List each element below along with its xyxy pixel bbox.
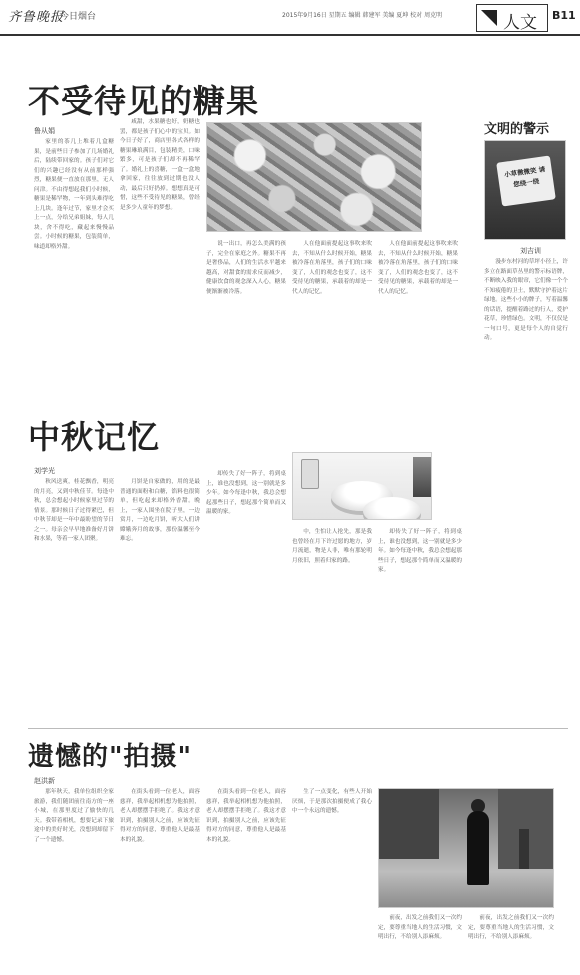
article3-col1-text: 那年秋天，我单位组织全家旅游，我们随团前往南方的一座小城，在那里度过了愉快的几天。我带着相机，想要记录下旅途中的美好时光，没想到却留下了一个遗憾。 bbox=[34, 789, 114, 843]
person-shape bbox=[467, 811, 489, 885]
page-header bbox=[0, 0, 580, 36]
article1-col2-text: 咸甜，水果糖也好，奶糖也罢，都是孩子们心中的宝贝。如今日子好了，商店里各式各样的糖果琳琅满目，包装精美，口味繁多，可是孩子们却不再稀罕了。婚礼上的喜糖，一盒一盒地拿回家，往往放到过期也没人动，最后只好扔掉。想想真是可惜，这些不受待见的糖果，曾经是多少人童年的梦想。 bbox=[120, 119, 200, 211]
article2-byline: 刘学光 bbox=[34, 467, 55, 475]
article3-col3-text: 在街头看到一位老人，面容慈祥，我举起相机想为他拍照，老人却摆摆手拒绝了。我这才意识到，拍摄别人之前，应该先征得对方的同意，尊重他人是最基本的礼貌。 bbox=[206, 789, 286, 843]
mooncake-photo bbox=[292, 452, 432, 520]
newspaper-logo: 齐鲁晚报 bbox=[8, 10, 65, 25]
header-meta: 2015年9月16日 星期五 编辑 韩建军 美编 夏坤 校对 周克明 bbox=[282, 12, 443, 19]
section-title: 人文 bbox=[503, 13, 537, 33]
article2-col1 bbox=[34, 478, 114, 718]
article3-col4 bbox=[292, 788, 372, 968]
article2-col1-text: 秋风送爽，桂花飘香，明亮的月亮，又到中秋佳节。每逢中秋，总会想起小时候家里过节的情景。那时候日子过得紧巴，但中秋节却是一年中最盼望的节日之一。母亲会早早地准备好月饼和水果，等着一家人团聚。 bbox=[34, 479, 114, 542]
article2-col4-text: 中，生怕让人抢先，那是我也曾经在月下许过愿的地方，岁月流逝，物是人非，唯有那轮明月依旧，照着归家的路。 bbox=[292, 529, 372, 564]
article2-col2 bbox=[120, 478, 200, 718]
sidebar-byline: 刘吉训 bbox=[520, 247, 541, 255]
sign-board: 小草微微笑 请您绕一绕 bbox=[496, 155, 556, 206]
sidebar-text bbox=[484, 258, 568, 728]
article3-byline: 赵洪新 bbox=[34, 777, 55, 785]
bottle-shape bbox=[413, 457, 432, 497]
article2-title: 中秋记忆 bbox=[28, 418, 161, 456]
article3-col6-text: 前夜，出发之前我们又一次约定，要尊重当地人的生活习惯，文明出行，不给别人添麻烦。 bbox=[468, 915, 554, 940]
article3-col3 bbox=[206, 788, 286, 968]
article3-col4-text: 生了一点变化，有些人开始厌烦，于是那次拍摄便成了我心中一个永远的遗憾。 bbox=[292, 789, 372, 814]
article2-col5-text: 却传失了好一阵子，将到桌上，谁也没想到，这一别就是多少年。如今每逢中秋，我总会想起那些日子，想起那个简单而又温暖的家。 bbox=[378, 529, 462, 573]
article1-col4 bbox=[292, 240, 372, 400]
article3-col1 bbox=[34, 788, 114, 968]
page-number: B11 bbox=[552, 9, 576, 22]
article2-col4 bbox=[292, 528, 372, 718]
divider bbox=[28, 728, 568, 729]
edition-name: 今日烟台 bbox=[60, 12, 97, 22]
article1-byline: 鲁从娟 bbox=[34, 127, 55, 135]
mooncake-shape-2 bbox=[363, 497, 421, 520]
street-photo bbox=[378, 788, 554, 908]
article1-col5 bbox=[378, 240, 458, 400]
passerby-shape bbox=[519, 829, 529, 869]
article1-col4-text: 人在他面前提起这事吹来吹去，不知从什么时候开始，糖果被冷落在角落里，孩子们的口味变了，人们的观念也变了，这不受待见的糖果，承载着的却是一代人的记忆。 bbox=[292, 241, 372, 295]
article1-col2 bbox=[120, 118, 200, 398]
candy-photo bbox=[206, 122, 422, 232]
article3-col2-text: 在街头看到一位老人，面容慈祥，我举起相机想为他拍照，老人却摆摆手拒绝了。我这才意识到，拍摄别人之前，应该先征得对方的同意，尊重他人是最基本的礼貌。 bbox=[120, 789, 200, 843]
article1-title: 不受待见的糖果 bbox=[28, 82, 260, 120]
article2-col3-text: 却传失了好一阵子，将到桌上，谁也没想到，这一别就是多少年。如今每逢中秋，我总会想起那些日子，想起那个简单而又温暖的家。 bbox=[206, 471, 286, 515]
sign-photo bbox=[484, 140, 566, 240]
cup-shape bbox=[301, 459, 319, 489]
sidebar-title: 文明的警示 bbox=[484, 122, 550, 137]
section-box bbox=[476, 4, 548, 32]
article2-col2-text: 月饼是自家做的，用的是最普通的面粉和白糖，馅料也很简单，但吃起来却格外香甜。晚上，一家人围坐在院子里，一边赏月，一边吃月饼，听大人们讲嫦娥奔月的故事，那份温馨至今难忘。 bbox=[120, 479, 200, 542]
article3-col5-text: 前夜，出发之前我们又一次约定，要尊重当地人的生活习惯，文明出行，不给别人添麻烦。 bbox=[378, 915, 462, 940]
article1-col3 bbox=[206, 240, 286, 400]
sidebar-text-body: 漫步东村河的草坪小径上，许多立在路面草丛里的警示标语牌，不断映入我的眼帘，它们像一个个不知疲倦的卫士，默默守护着这片绿地。这些小小的牌子，写着温馨的话语，提醒着路过的行人，爱护花草，珍惜绿色。文明，不仅仅是一句口号，更是每个人的自觉行动。 bbox=[484, 259, 568, 341]
article3-col6 bbox=[468, 914, 554, 970]
article1-col3-text: 说一出口，再怎么美满的孩子，完全在家庭之外。糖果不再是奢侈品，人们的生活水平越来越高，对甜食的需求反而减少，健康饮食的观念深入人心，糖果便渐渐被冷落。 bbox=[206, 241, 286, 295]
corner-mark-icon bbox=[481, 10, 497, 26]
article2-col5 bbox=[378, 528, 462, 718]
article1-col1 bbox=[34, 138, 114, 398]
article3-col2 bbox=[120, 788, 200, 968]
article2-col3 bbox=[206, 470, 286, 720]
building-shape bbox=[379, 789, 439, 859]
article1-col1-text: 家里的茶几上堆着几盒糖果，是前些日子参加了几场婚礼后，陆续带回家的。孩子们对它们的兴趣已经没有从前那样强烈，糖果便一直放在那里，无人问津。不由得想起我们小时候，糖果是稀罕物，一年到头难得吃上几块。逢年过节，家里才会买上一点，分给兄弟姐妹，每人几块，舍不得吃，藏起来慢慢品尝。小时候的糖果，包装简单，味道却格外甜。 bbox=[34, 139, 114, 250]
article1-col5-text: 人在他面前提起这事吹来吹去，不知从什么时候开始，糖果被冷落在角落里，孩子们的口味变了，人们的观念也变了，这不受待见的糖果，承载着的却是一代人的记忆。 bbox=[378, 241, 458, 295]
article3-col5 bbox=[378, 914, 462, 970]
article3-title: 遗憾的"拍摄" bbox=[28, 742, 193, 772]
